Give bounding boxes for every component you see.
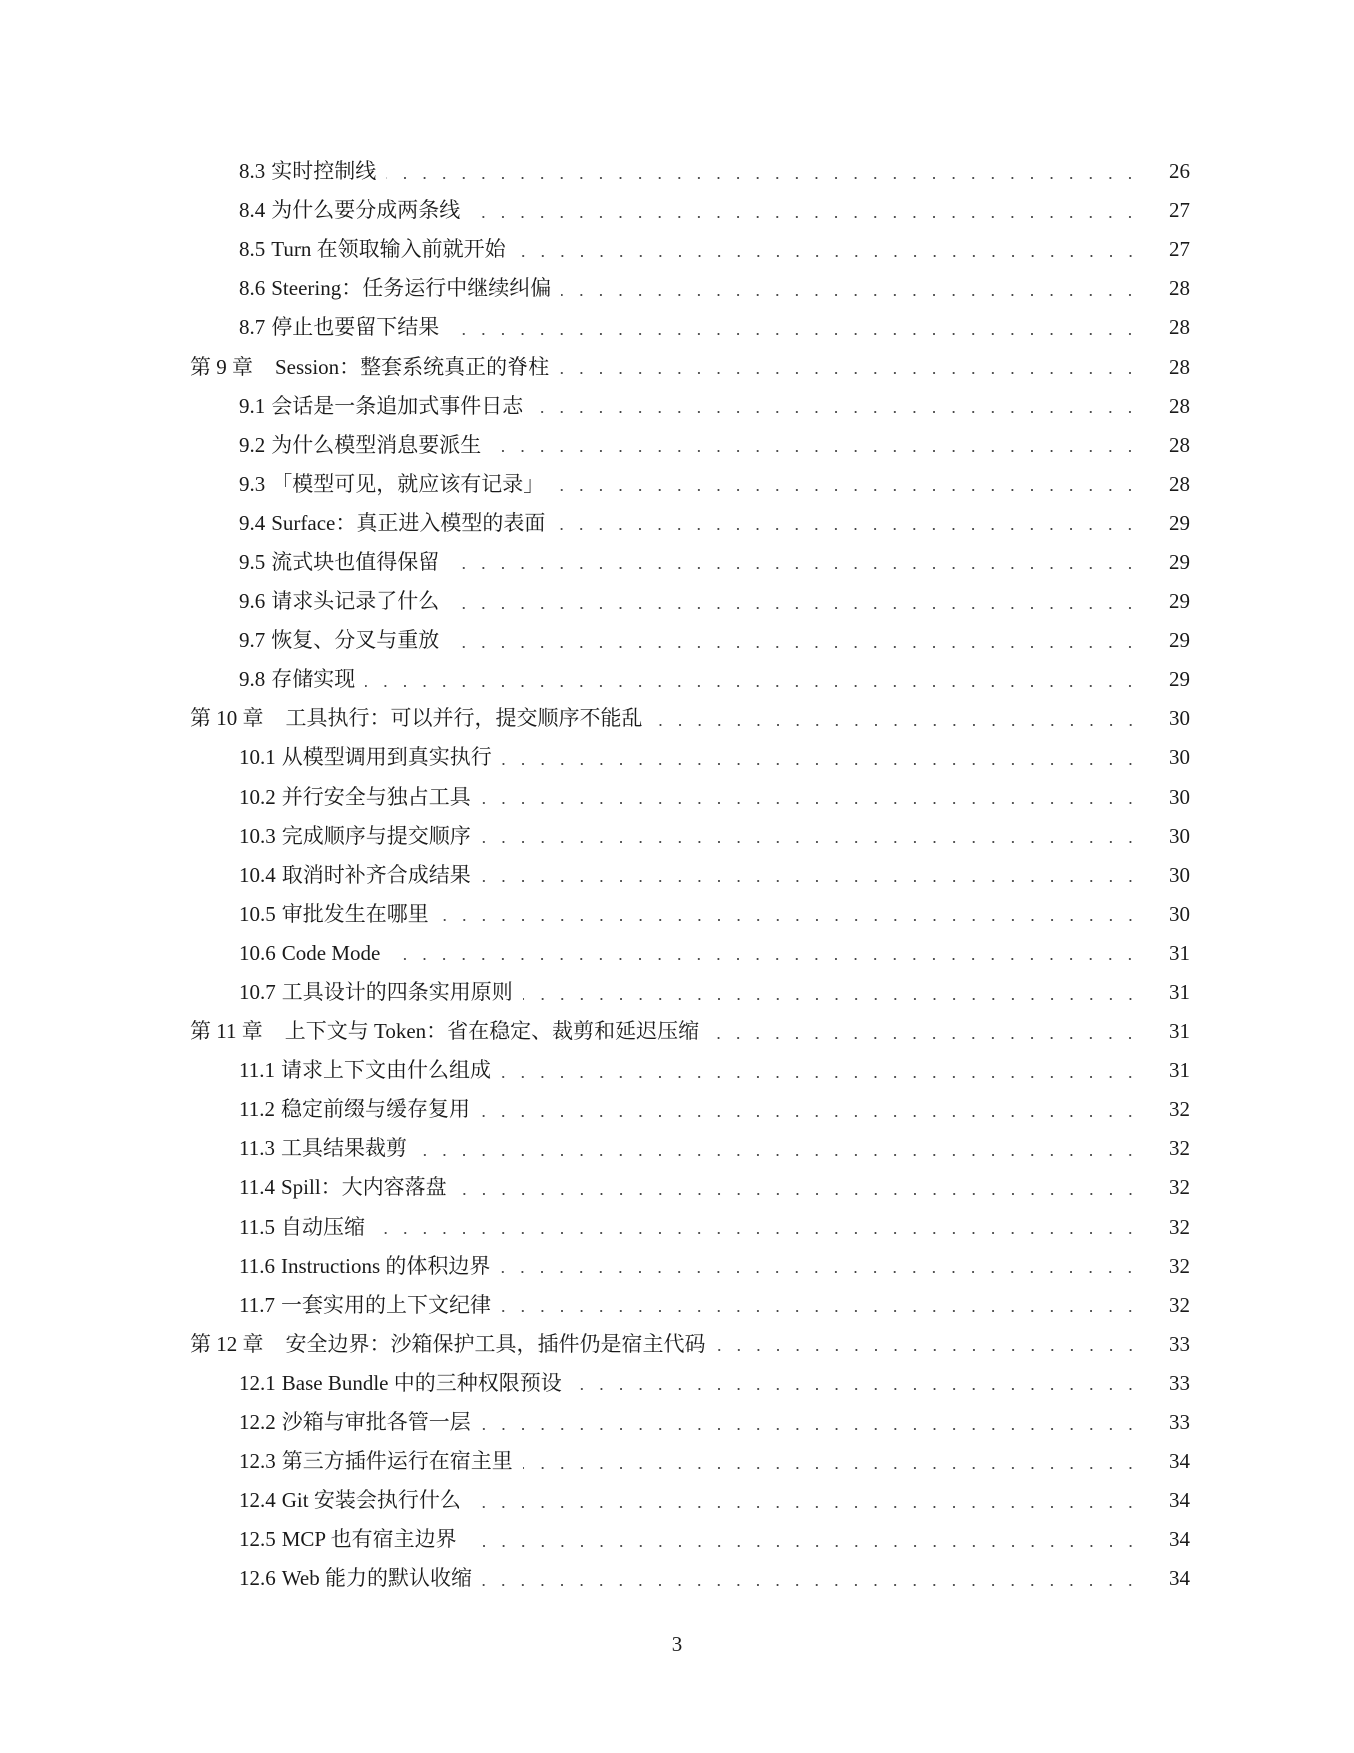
dot-leader bbox=[471, 1506, 1140, 1508]
dot-leader bbox=[480, 1115, 1140, 1117]
toc-page-number: 32 bbox=[1169, 1175, 1190, 1200]
toc-section-entry[interactable] bbox=[0, 269, 1354, 308]
toc-entry-title: Web 能力的默认收缩 bbox=[281, 1566, 472, 1591]
toc-chapter-entry[interactable] bbox=[0, 1325, 1354, 1364]
dot-leader bbox=[365, 685, 1140, 687]
toc-section-entry[interactable] bbox=[0, 1129, 1354, 1168]
dot-leader bbox=[533, 411, 1140, 413]
toc-entry-title: 会话是一条追加式事件日志 bbox=[271, 393, 524, 418]
toc-chapter-number: 第 11 章 bbox=[190, 1019, 263, 1044]
toc-page-number: 32 bbox=[1169, 1253, 1190, 1278]
toc-entry-title: 为什么模型消息要派生 bbox=[271, 432, 482, 457]
dot-leader bbox=[523, 998, 1140, 1000]
toc-section-entry[interactable] bbox=[0, 465, 1354, 504]
toc-entry-title: Turn 在领取输入前就开始 bbox=[271, 237, 506, 262]
toc-section-entry[interactable] bbox=[0, 152, 1354, 191]
dot-leader bbox=[467, 1545, 1140, 1547]
toc-entry-title: 稳定前缀与缓存复用 bbox=[280, 1097, 470, 1122]
dot-leader bbox=[449, 646, 1140, 648]
toc-entry-title: Session：整套系统真正的脊柱 bbox=[275, 354, 550, 379]
toc-section-number: 8.3 bbox=[239, 159, 266, 184]
toc-page-number: 30 bbox=[1169, 784, 1190, 809]
toc-page-number: 34 bbox=[1169, 1527, 1190, 1552]
toc-section-number: 9.1 bbox=[239, 393, 266, 418]
toc-page-number: 33 bbox=[1169, 1331, 1190, 1356]
toc-section-number: 11.1 bbox=[239, 1058, 275, 1083]
dot-leader bbox=[390, 958, 1140, 960]
dot-leader bbox=[501, 1076, 1140, 1078]
toc-section-number: 9.6 bbox=[239, 589, 266, 614]
dot-leader bbox=[516, 255, 1140, 257]
dot-leader bbox=[559, 372, 1140, 374]
toc-entry-title: 第三方插件运行在宿主里 bbox=[281, 1449, 513, 1474]
toc-section-entry[interactable] bbox=[0, 1208, 1354, 1247]
toc-page-number: 33 bbox=[1169, 1370, 1190, 1395]
dot-leader bbox=[554, 489, 1140, 491]
toc-entry-title: 取消时补齐合成结果 bbox=[281, 862, 471, 887]
toc-section-entry[interactable] bbox=[0, 895, 1354, 934]
dot-leader bbox=[386, 177, 1140, 179]
dot-leader bbox=[481, 841, 1140, 843]
toc-section-number: 9.3 bbox=[239, 471, 266, 496]
toc-section-number: 11.5 bbox=[239, 1214, 275, 1239]
toc-page-number: 29 bbox=[1169, 667, 1190, 692]
toc-section-number: 10.6 bbox=[239, 940, 276, 965]
toc-chapter-number: 第 9 章 bbox=[190, 354, 253, 379]
toc-section-number: 8.7 bbox=[239, 315, 266, 340]
toc-section-entry[interactable] bbox=[0, 1286, 1354, 1325]
dot-leader bbox=[555, 528, 1140, 530]
toc-section-number: 11.3 bbox=[239, 1136, 275, 1161]
toc-section-number: 12.3 bbox=[239, 1449, 276, 1474]
toc-section-entry[interactable] bbox=[0, 778, 1354, 817]
toc-entry-title: MCP 也有宿主边界 bbox=[281, 1527, 457, 1552]
toc-page-number: 31 bbox=[1169, 980, 1190, 1005]
toc-chapter-entry[interactable] bbox=[0, 699, 1354, 738]
toc-section-number: 9.8 bbox=[239, 667, 266, 692]
toc-page-number: 31 bbox=[1169, 940, 1190, 965]
toc-page-number: 34 bbox=[1169, 1488, 1190, 1513]
toc-section-number: 10.5 bbox=[239, 901, 276, 926]
toc-section-number: 12.2 bbox=[239, 1410, 276, 1435]
toc-page-number: 32 bbox=[1169, 1214, 1190, 1239]
toc-page-number: 27 bbox=[1169, 198, 1190, 223]
toc-section-entry[interactable] bbox=[0, 1247, 1354, 1286]
toc-entry-title: 停止也要留下结果 bbox=[271, 315, 440, 340]
dot-leader bbox=[502, 763, 1140, 765]
toc-section-entry[interactable] bbox=[0, 1520, 1354, 1559]
toc-entry-title: 请求上下文由什么组成 bbox=[280, 1058, 491, 1083]
toc-entry-title: 工具设计的四条实用原则 bbox=[281, 980, 513, 1005]
toc-entry-title: 工具结果裁剪 bbox=[280, 1136, 407, 1161]
toc-section-entry[interactable] bbox=[0, 1481, 1354, 1520]
toc-entry-title: Git 安装会执行什么 bbox=[281, 1488, 461, 1513]
toc-section-entry[interactable] bbox=[0, 1168, 1354, 1207]
toc-page-number: 26 bbox=[1169, 159, 1190, 184]
page-number: 3 bbox=[671, 1632, 683, 1656]
toc-chapter-number: 第 10 章 bbox=[190, 706, 264, 731]
dot-leader bbox=[523, 1467, 1140, 1469]
toc-section-number: 11.6 bbox=[239, 1253, 275, 1278]
toc-page-number: 31 bbox=[1169, 1019, 1190, 1044]
toc-page-number: 29 bbox=[1169, 510, 1190, 535]
toc-section-entry[interactable] bbox=[0, 1403, 1354, 1442]
toc-entry-title: 一套实用的上下文纪律 bbox=[280, 1292, 491, 1317]
toc-page-number: 32 bbox=[1169, 1292, 1190, 1317]
toc-section-entry[interactable] bbox=[0, 191, 1354, 230]
toc-entry-title: 安全边界：沙箱保护工具，插件仍是宿主代码 bbox=[285, 1331, 706, 1356]
dot-leader bbox=[501, 1310, 1140, 1312]
toc-section-number: 9.5 bbox=[239, 549, 266, 574]
toc-chapter-number: 第 12 章 bbox=[190, 1331, 264, 1356]
toc-entry-title: 并行安全与独占工具 bbox=[281, 784, 471, 809]
toc-entry-title: 实时控制线 bbox=[271, 159, 377, 184]
toc-section-entry[interactable] bbox=[0, 738, 1354, 777]
toc-entry-title: 请求头记录了什么 bbox=[271, 589, 440, 614]
dot-leader bbox=[653, 724, 1141, 726]
toc-entry-title: 完成顺序与提交顺序 bbox=[281, 823, 471, 848]
toc-section-number: 10.2 bbox=[239, 784, 276, 809]
dot-leader bbox=[481, 802, 1140, 804]
table-of-contents bbox=[0, 152, 1354, 1598]
dot-leader bbox=[449, 607, 1140, 609]
toc-entry-title: Instructions 的体积边界 bbox=[280, 1253, 491, 1278]
toc-page-number: 28 bbox=[1169, 393, 1190, 418]
toc-chapter-entry[interactable] bbox=[0, 1012, 1354, 1051]
toc-page-number: 29 bbox=[1169, 549, 1190, 574]
toc-section-number: 11.2 bbox=[239, 1097, 275, 1122]
toc-chapter-entry[interactable] bbox=[0, 347, 1354, 386]
toc-entry-title: Surface：真正进入模型的表面 bbox=[271, 510, 546, 535]
toc-entry-title: 存储实现 bbox=[271, 667, 356, 692]
toc-section-number: 10.3 bbox=[239, 823, 276, 848]
toc-section-number: 12.6 bbox=[239, 1566, 276, 1591]
toc-section-entry[interactable] bbox=[0, 1090, 1354, 1129]
dot-leader bbox=[457, 1193, 1140, 1195]
dot-leader bbox=[716, 1349, 1141, 1351]
toc-page-number: 31 bbox=[1169, 1058, 1190, 1083]
toc-section-number: 11.7 bbox=[239, 1292, 275, 1317]
toc-entry-title: Code Mode bbox=[281, 940, 381, 965]
toc-entry-title: Spill：大内容落盘 bbox=[280, 1175, 447, 1200]
toc-section-number: 8.6 bbox=[239, 276, 266, 301]
toc-entry-title: Steering：任务运行中继续纠偏 bbox=[271, 276, 552, 301]
toc-page-number: 29 bbox=[1169, 628, 1190, 653]
toc-entry-title: 上下文与 Token：省在稳定、裁剪和延迟压缩 bbox=[284, 1019, 700, 1044]
dot-leader bbox=[709, 1037, 1140, 1039]
toc-section-entry[interactable] bbox=[0, 1559, 1354, 1598]
toc-page-number: 28 bbox=[1169, 354, 1190, 379]
dot-leader bbox=[491, 450, 1140, 452]
toc-section-number: 12.1 bbox=[239, 1370, 276, 1395]
dot-leader bbox=[417, 1154, 1140, 1156]
toc-section-number: 10.4 bbox=[239, 862, 276, 887]
dot-leader bbox=[482, 1584, 1140, 1586]
toc-entry-title: 沙箱与审批各管一层 bbox=[281, 1410, 471, 1435]
toc-section-entry[interactable] bbox=[0, 660, 1354, 699]
dot-leader bbox=[449, 567, 1140, 569]
toc-entry-title: 审批发生在哪里 bbox=[281, 901, 429, 926]
dot-leader bbox=[375, 1232, 1140, 1234]
toc-page-number: 34 bbox=[1169, 1449, 1190, 1474]
dot-leader bbox=[572, 1388, 1140, 1390]
dot-leader bbox=[500, 1271, 1140, 1273]
toc-page-number: 30 bbox=[1169, 745, 1190, 770]
toc-entry-title: 自动压缩 bbox=[280, 1214, 365, 1239]
toc-entry-title: 流式块也值得保留 bbox=[271, 549, 440, 574]
toc-section-entry[interactable] bbox=[0, 308, 1354, 347]
toc-page-number: 29 bbox=[1169, 589, 1190, 614]
toc-page-number: 28 bbox=[1169, 432, 1190, 457]
toc-page-number: 30 bbox=[1169, 901, 1190, 926]
toc-section-entry[interactable] bbox=[0, 621, 1354, 660]
toc-section-entry[interactable] bbox=[0, 230, 1354, 269]
dot-leader bbox=[449, 333, 1140, 335]
toc-entry-title: 「模型可见，就应该有记录」 bbox=[271, 471, 545, 496]
toc-entry-title: Base Bundle 中的三种权限预设 bbox=[281, 1370, 562, 1395]
dot-leader bbox=[481, 1428, 1140, 1430]
toc-page-number: 28 bbox=[1169, 315, 1190, 340]
toc-page-number: 27 bbox=[1169, 237, 1190, 262]
toc-section-entry[interactable] bbox=[0, 504, 1354, 543]
toc-section-entry[interactable] bbox=[0, 1364, 1354, 1403]
toc-page-number: 30 bbox=[1169, 706, 1190, 731]
toc-page-number: 33 bbox=[1169, 1410, 1190, 1435]
toc-section-entry[interactable] bbox=[0, 387, 1354, 426]
toc-section-number: 12.5 bbox=[239, 1527, 276, 1552]
toc-section-entry[interactable] bbox=[0, 582, 1354, 621]
toc-section-entry[interactable] bbox=[0, 543, 1354, 582]
toc-section-entry[interactable] bbox=[0, 973, 1354, 1012]
toc-page-number: 30 bbox=[1169, 862, 1190, 887]
dot-leader bbox=[470, 216, 1140, 218]
toc-section-number: 12.4 bbox=[239, 1488, 276, 1513]
toc-entry-title: 从模型调用到真实执行 bbox=[281, 745, 492, 770]
toc-section-number: 8.4 bbox=[239, 198, 266, 223]
toc-section-entry[interactable] bbox=[0, 426, 1354, 465]
toc-section-number: 8.5 bbox=[239, 237, 266, 262]
toc-page-number: 28 bbox=[1169, 471, 1190, 496]
toc-page-number: 30 bbox=[1169, 823, 1190, 848]
toc-page-number: 32 bbox=[1169, 1136, 1190, 1161]
toc-section-entry[interactable] bbox=[0, 1051, 1354, 1090]
toc-page-number: 32 bbox=[1169, 1097, 1190, 1122]
toc-section-number: 9.2 bbox=[239, 432, 266, 457]
toc-section-number: 9.7 bbox=[239, 628, 266, 653]
dot-leader bbox=[481, 880, 1140, 882]
dot-leader bbox=[561, 294, 1140, 296]
toc-section-entry[interactable] bbox=[0, 1442, 1354, 1481]
toc-section-entry[interactable] bbox=[0, 817, 1354, 856]
toc-page-number: 34 bbox=[1169, 1566, 1190, 1591]
toc-section-entry[interactable] bbox=[0, 934, 1354, 973]
toc-section-entry[interactable] bbox=[0, 856, 1354, 895]
toc-section-number: 10.1 bbox=[239, 745, 276, 770]
toc-entry-title: 为什么要分成两条线 bbox=[271, 198, 461, 223]
toc-section-number: 9.4 bbox=[239, 510, 266, 535]
dot-leader bbox=[439, 919, 1140, 921]
toc-section-number: 10.7 bbox=[239, 980, 276, 1005]
toc-entry-title: 恢复、分叉与重放 bbox=[271, 628, 440, 653]
toc-page-number: 28 bbox=[1169, 276, 1190, 301]
toc-entry-title: 工具执行：可以并行，提交顺序不能乱 bbox=[285, 706, 643, 731]
toc-section-number: 11.4 bbox=[239, 1175, 275, 1200]
